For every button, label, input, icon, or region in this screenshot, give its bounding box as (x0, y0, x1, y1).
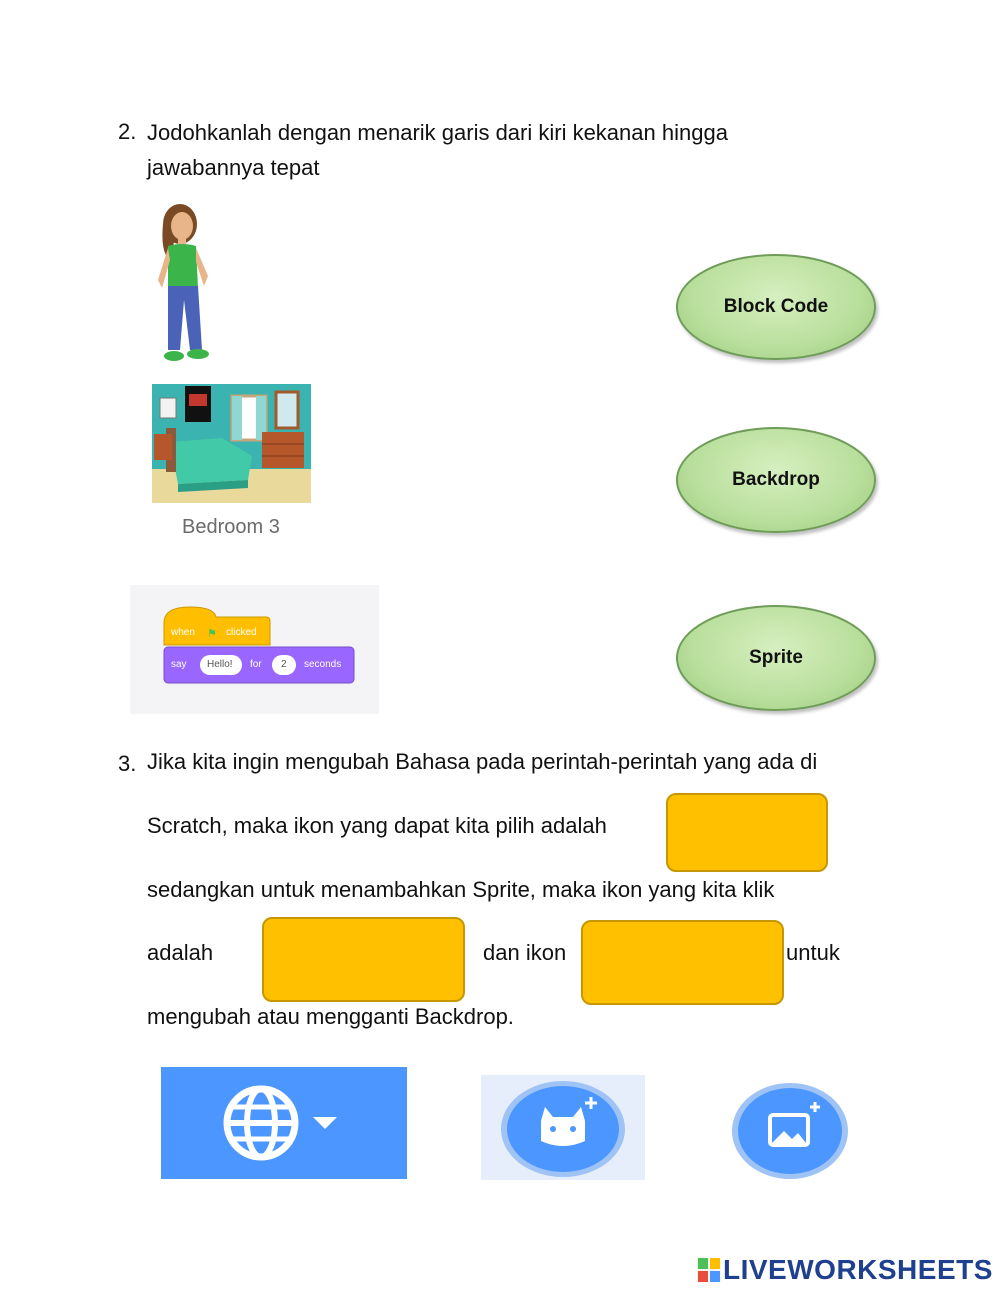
question-3-number: 3. (118, 751, 137, 776)
bedroom-backdrop-image (152, 384, 311, 503)
choose-sprite-icon (481, 1075, 645, 1180)
code-block-image (130, 585, 379, 714)
block-for-text: for (250, 659, 262, 670)
block-clicked-text: clicked (226, 627, 257, 638)
sprite-icon-card[interactable] (481, 1075, 645, 1180)
question-3-line-2: Scratch, maka ikon yang dapat kita pilih adalah (147, 813, 607, 838)
liveworksheets-logo-text: LIVEWORKSHEETS (723, 1254, 993, 1285)
choose-backdrop-icon (730, 1083, 850, 1183)
question-3-line-4c: untuk (786, 940, 840, 965)
block-seconds-text: seconds (304, 659, 342, 670)
question-3-line-4b: dan ikon (483, 940, 567, 965)
block-number-value: 2 (281, 659, 287, 670)
answer-box-language[interactable] (666, 793, 828, 872)
question-3-line-5: mengubah atau mengganti Backdrop. (147, 1004, 514, 1029)
question-3-line-4a: adalah (147, 940, 214, 965)
answer-box-backdrop[interactable] (581, 920, 784, 1005)
question-2-line-1: Jodohkanlah dengan menarik garis dari kiri kekanan hingga (147, 120, 728, 145)
green-flag-icon: ⚑ (207, 628, 217, 640)
block-say-text: say (171, 659, 187, 670)
block-when-text: when (171, 627, 195, 638)
backdrop-icon-card[interactable] (730, 1083, 850, 1183)
girl-sprite-image (150, 200, 230, 370)
question-3-line-1: Jika kita ingin mengubah Bahasa pada perintah-perintah yang ada di (147, 749, 818, 774)
answer-box-sprite[interactable] (262, 917, 465, 1002)
option-sprite[interactable]: Sprite (676, 605, 876, 711)
question-2-line-2: jawabannya tepat (147, 155, 320, 180)
question-2-number: 2. (118, 119, 137, 144)
question-3-line-3: sedangkan untuk menambahkan Sprite, maka ikon yang kita klik (147, 877, 775, 902)
code-block-svg (130, 585, 379, 714)
block-hello-value: Hello! (207, 659, 233, 670)
option-block-code[interactable]: Block Code (676, 254, 876, 360)
liveworksheets-logo-icon (697, 1258, 721, 1282)
language-icon-card[interactable] (161, 1067, 407, 1179)
bedroom-caption: Bedroom 3 (182, 516, 280, 538)
globe-language-icon (161, 1067, 407, 1179)
option-backdrop[interactable]: Backdrop (676, 427, 876, 533)
